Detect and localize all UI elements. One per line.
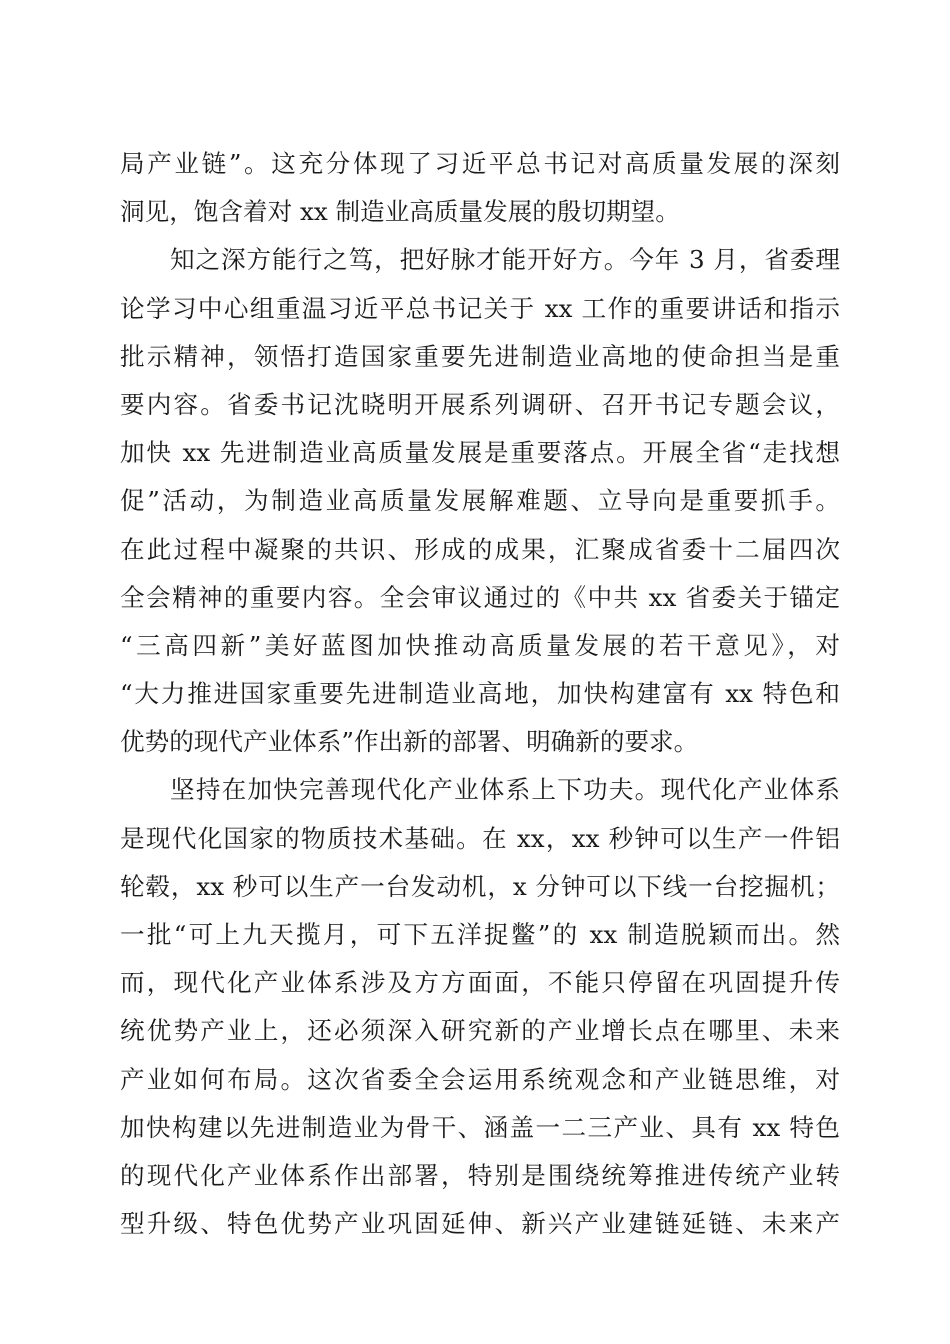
paragraph-2-line-6: 促”活动，为制造业高质量发展解难题、立导向是重要抓手。 — [120, 486, 840, 516]
paragraph-2-line-8: 全会精神的重要内容。全会审议通过的《中共 xx 省委关于锚定 — [120, 582, 840, 612]
paragraph-3-line-9: 的现代化产业体系作出部署，特别是围绕统筹推进传统产业转 — [120, 1160, 840, 1190]
paragraph-3-line-7: 产业如何布局。这次省委全会运用系统观念和产业链思维，对 — [120, 1064, 840, 1094]
paragraph-3-line-5: 而，现代化产业体系涉及方方面面，不能只停留在巩固提升传 — [120, 968, 840, 998]
paragraph-3-line-10: 型升级、特色优势产业巩固延伸、新兴产业建链延链、未来产 — [120, 1209, 840, 1239]
paragraph-2-line-11: 优势的现代产业体系”作出新的部署、明确新的要求。 — [120, 727, 699, 757]
paragraph-1-line-1: 局产业链”。这充分体现了习近平总书记对高质量发展的深刻 — [120, 149, 840, 178]
document-body — [120, 140, 840, 1248]
paragraph-1-line-2: 洞见，饱含着对 xx 制造业高质量发展的殷切期望。 — [120, 197, 680, 227]
paragraph-3-line-1: 坚持在加快完善现代化产业体系上下功夫。现代化产业体系 — [170, 775, 840, 805]
paragraph-3-line-6: 统优势产业上，还必须深入研究新的产业增长点在哪里、未来 — [120, 1016, 840, 1046]
paragraph-2-line-4: 要内容。省委书记沈晓明开展系列调研、召开书记专题会议， — [120, 389, 840, 419]
paragraph-3-line-4: 一批“可上九天揽月，可下五洋捉鳖”的 xx 制造脱颖而出。然 — [120, 920, 840, 949]
paragraph-2-line-10: “大力推进国家重要先进制造业高地，加快构建富有 xx 特色和 — [120, 679, 840, 709]
paragraph-2-line-5: 加快 xx 先进制造业高质量发展是重要落点。开展全省“走找想 — [120, 438, 840, 468]
paragraph-3-line-2: 是现代化国家的物质技术基础。在 xx，xx 秒钟可以生产一件铝 — [120, 823, 840, 853]
paragraph-3-line-3: 轮毂，xx 秒可以生产一台发动机，x 分钟可以下线一台挖掘机； — [120, 871, 840, 901]
paragraph-2-line-7: 在此过程中凝聚的共识、形成的成果，汇聚成省委十二届四次 — [120, 534, 840, 564]
paragraph-2-line-9: “三高四新”美好蓝图加快推动高质量发展的若干意见》，对 — [120, 630, 840, 660]
paragraph-2-line-1: 知之深方能行之笃，把好脉才能开好方。今年 3 月，省委理 — [170, 245, 840, 275]
paragraph-2-line-3: 批示精神，领悟打造国家重要先进制造业高地的使命担当是重 — [120, 341, 840, 371]
paragraph-3-line-8: 加快构建以先进制造业为骨干、涵盖一二三产业、具有 xx 特色 — [120, 1112, 840, 1142]
paragraph-2-line-2: 论学习中心组重温习近平总书记关于 xx 工作的重要讲话和指示 — [120, 293, 840, 323]
